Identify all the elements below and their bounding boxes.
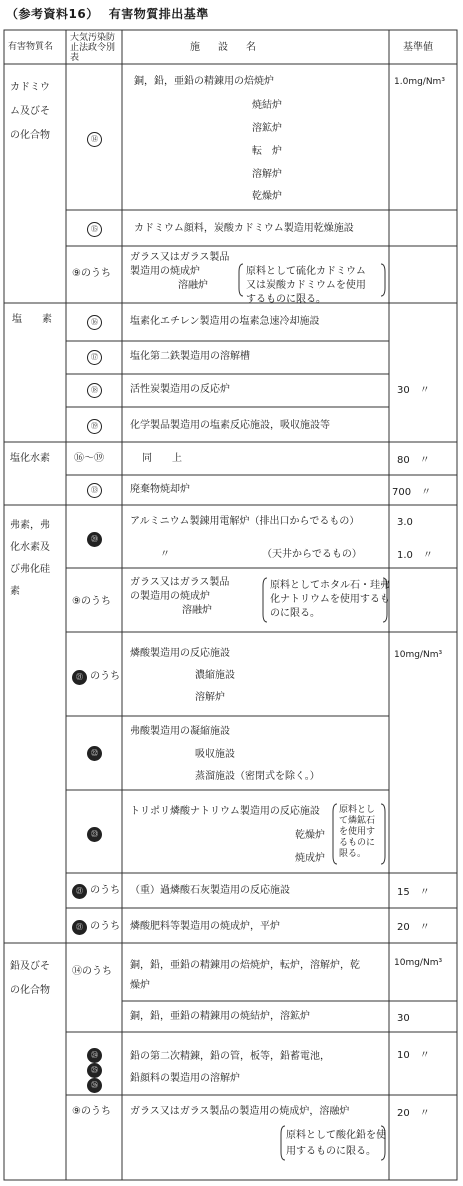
code-mark: ㉔ ㉕ ㉖ xyxy=(87,1048,102,1093)
facility-text: ガラス又はガラス製品の製造用の焼成炉，溶融炉 xyxy=(130,1106,350,1117)
code-text: ⑨のうち xyxy=(72,268,111,279)
standard-value: 1.0 〃 xyxy=(397,550,433,561)
code-mark: ⑮ xyxy=(87,222,102,237)
facility-text: 乾燥炉 xyxy=(252,191,282,202)
header-facility: 施 設 名 xyxy=(190,42,260,53)
standard-value: 20 〃 xyxy=(397,922,430,933)
facility-text: 乾燥炉 xyxy=(295,830,325,841)
facility-text: 濃縮施設 xyxy=(195,670,235,681)
condition-note: 原料としてホタル石・珪弗 化ナトリウムを使用するも のに限る。 xyxy=(270,580,390,619)
standard-value: 10mg/Nm³ xyxy=(394,650,443,660)
facility-text: （天井からでるもの） xyxy=(262,549,362,560)
substance-fluorine: 弗素，弗 化水素及 び弗化硅 素 xyxy=(10,520,50,597)
facility-text: 廃棄物焼却炉 xyxy=(130,484,190,495)
code-mark: ⑬ xyxy=(87,483,102,498)
code-mark: ⑭ xyxy=(87,132,102,147)
code-text: ⑭のうち xyxy=(72,966,112,977)
code-text: ㉑ のうち xyxy=(72,920,120,935)
facility-text: 化学製品製造用の塩素反応施設，吸収施設等 xyxy=(130,420,330,431)
code-mark: ⑳ xyxy=(87,532,102,547)
facility-text: アルミニウム製錬用電解炉（排出口からでるもの） xyxy=(130,516,360,527)
code-mark: ㉓ xyxy=(87,827,102,842)
standard-value: 20 〃 xyxy=(397,1108,430,1119)
code-text: ㉑ のうち xyxy=(72,884,120,899)
condition-note: 原料として酸化鉛を使 用するものに限る。 xyxy=(286,1130,386,1157)
facility-text: 溶解炉 xyxy=(195,692,225,703)
facility-text: 燐酸製造用の反応施設 xyxy=(130,648,230,659)
facility-text: 銅，鉛，亜鉛の精錬用の焙焼炉，転炉，溶解炉，乾 燥炉 xyxy=(130,960,360,991)
facility-text: 焼結炉 xyxy=(252,100,282,111)
facility-text: 活性炭製造用の反応炉 xyxy=(130,384,230,395)
facility-text: 塩化第二鉄製造用の溶解槽 xyxy=(130,351,250,362)
facility-text: ガラス又はガラス製品 製造用の焼成炉 溶融炉 xyxy=(130,252,230,291)
facility-text: 溶解炉 xyxy=(252,169,282,180)
substance-lead: 鉛及びそ の化合物 xyxy=(10,961,50,996)
standard-value: 10 〃 xyxy=(397,1050,430,1061)
facility-text: ガラス又はガラス製品 の製造用の焼成炉 溶融炉 xyxy=(130,577,230,616)
facility-text: 燐酸肥料等製造用の焼成炉，平炉 xyxy=(130,921,280,932)
standard-value: 30 xyxy=(397,1013,410,1024)
code-mark: ⑰ xyxy=(87,350,102,365)
facility-text: 焼成炉 xyxy=(295,853,325,864)
code-text: ⑯～⑲ xyxy=(74,453,104,464)
facility-text: 蒸溜施設（密閉式を除く。） xyxy=(195,771,320,782)
facility-text: 銅，鉛，亜鉛の精錬用の焼結炉，溶鉱炉 xyxy=(130,1011,310,1022)
substance-hydrogen-chloride: 塩化水素 xyxy=(10,453,50,464)
header-substance: 有害物質名 xyxy=(8,42,54,52)
substance-chlorine: 塩 素 xyxy=(12,314,52,325)
ditto-mark: 〃 xyxy=(160,549,170,560)
facility-text: 吸収施設 xyxy=(195,749,235,760)
header-law-table: 大気汚染防止法政令別表 xyxy=(70,33,116,63)
facility-text: 同 上 xyxy=(142,453,182,464)
standard-value: 30 〃 xyxy=(397,385,430,396)
code-mark: ㉒ xyxy=(87,746,102,761)
facility-text: 弗酸製造用の凝縮施設 xyxy=(130,726,230,737)
header-standard: 基準値 xyxy=(403,42,433,53)
reference-number: （参考資料16） xyxy=(6,7,99,21)
code-mark: ⑱ xyxy=(87,383,102,398)
standard-value: 1.0mg/Nm³ xyxy=(394,77,445,87)
code-mark: ⑲ xyxy=(87,419,102,434)
title-text: 有害物質排出基準 xyxy=(108,7,209,21)
standard-value: 700 〃 xyxy=(392,487,432,498)
standard-value: 3.0 xyxy=(397,517,413,528)
facility-text: トリポリ燐酸ナトリウム製造用の反応施設 xyxy=(130,806,320,817)
facility-text: 鉛の第二次精錬，鉛の管，板等，鉛蓄電池， 鉛顔料の製造用の溶解炉 xyxy=(130,1051,330,1084)
substance-cadmium: カドミウ ム及びそ の化合物 xyxy=(10,82,50,141)
facility-text: （重）過燐酸石灰製造用の反応施設 xyxy=(130,885,290,896)
code-text: ⑨のうち xyxy=(72,1106,111,1117)
facility-text: 溶鉱炉 xyxy=(252,123,282,134)
code-text: ㉑ のうち xyxy=(72,670,120,685)
condition-note: 原料として硫化カドミウム 又は炭酸カドミウムを使用 するものに限る。 xyxy=(246,266,366,305)
standard-value: 10mg/Nm³ xyxy=(394,958,443,968)
facility-text: 転 炉 xyxy=(252,146,282,157)
standard-value: 15 〃 xyxy=(397,887,430,898)
code-text: ⑨のうち xyxy=(72,596,111,607)
facility-text: 銅，鉛，亜鉛の精錬用の焙焼炉 xyxy=(134,76,274,87)
standard-value: 80 〃 xyxy=(397,455,430,466)
condition-note: 原料として燐鉱石を使用するものに限る。 xyxy=(339,805,376,859)
code-mark: ⑯ xyxy=(87,315,102,330)
facility-text: カドミウム顔料，炭酸カドミウム製造用乾燥施設 xyxy=(134,223,354,234)
facility-text: 塩素化エチレン製造用の塩素急速冷却施設 xyxy=(130,316,320,327)
